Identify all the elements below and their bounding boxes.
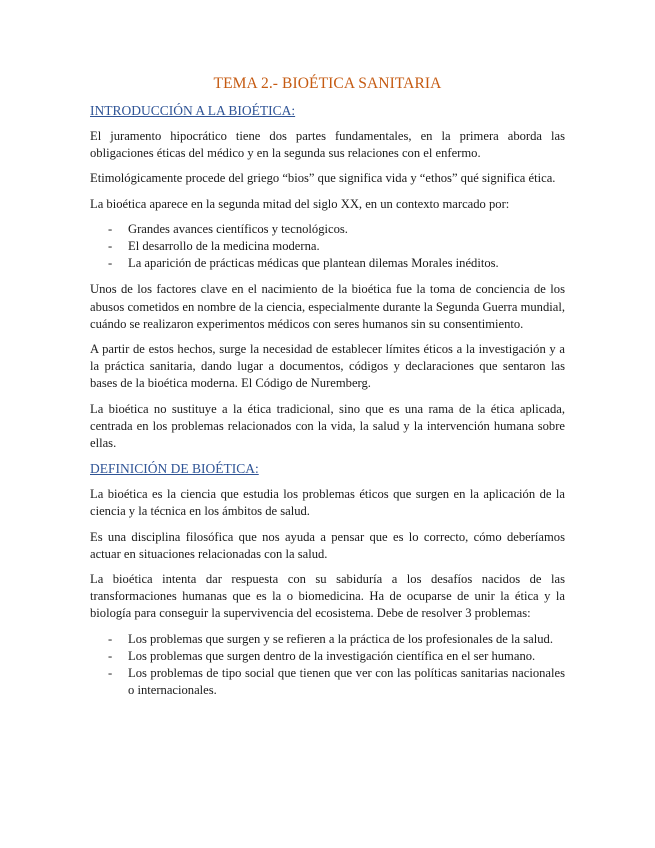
list-item: [90, 648, 565, 665]
section-heading-definition: DEFINICIÓN DE BIOÉTICA:: [90, 461, 259, 477]
list-item-text: Grandes avances científicos y tecnológicos.: [128, 221, 348, 236]
list-item: [90, 665, 565, 699]
list-item-text: Los problemas de tipo social que tienen que ver con las políticas sanitarias nacionales o internacionales.: [128, 666, 565, 698]
dash-bullet: -: [108, 666, 113, 681]
definition-paragraph-2: Es una disciplina filosófica que nos ayuda a pensar que es lo correcto, cómo deberíamos actuar en situaciones relacionadas con la salud.: [90, 529, 565, 561]
intro-paragraph-5: A partir de estos hechos, surge la necesidad de establecer límites éticos a la investigación y a la práctica sanitaria, dando lugar a documentos, códigos y declaraciones que sentaron las bases de la bioética moderna. El Código de Nuremberg.: [90, 342, 565, 391]
definition-paragraph-1: La bioética es la ciencia que estudia los problemas éticos que surgen en la aplicación de la ciencia y la técnica en los ámbitos de salud.: [90, 487, 565, 519]
definition-list: [90, 631, 565, 700]
intro-paragraph-6: La bioética no sustituye a la ética tradicional, sino que es una rama de la ética aplicada, centrada en los problemas relacionados con la vida, la salud y la intervención humana sobre ellas.: [90, 401, 565, 451]
intro-paragraph-1: El juramento hipocrático tiene dos partes fundamentales, en la primera aborda las obligaciones éticas del médico y en la segunda sus relaciones con el enfermo.: [90, 129, 565, 161]
list-item-text: La aparición de prácticas médicas que plantean dilemas Morales inéditos.: [128, 256, 499, 271]
dash-bullet: -: [108, 221, 113, 236]
list-item: [90, 238, 565, 255]
dash-bullet: -: [108, 239, 113, 254]
list-item: [90, 631, 565, 648]
intro-paragraph-2: Etimológicamente procede del griego “bios” que significa vida y “ethos” qué significa ética.: [90, 171, 556, 186]
dash-bullet: -: [108, 648, 113, 663]
intro-paragraph-4: Unos de los factores clave en el nacimiento de la bioética fue la toma de conciencia de los abusos cometidos en nombre de la ciencia, especialmente durante la Segunda Guerra mundial, cuándo se realizaron experimentos médicos con seres humanos sin su consentimiento.: [90, 282, 565, 331]
document-title: TEMA 2.- BIOÉTICA SANITARIA: [213, 75, 442, 92]
intro-list: [90, 221, 565, 273]
list-item-text: El desarrollo de la medicina moderna.: [128, 239, 320, 254]
intro-paragraph-3: La bioética aparece en la segunda mitad del siglo XX, en un contexto marcado por:: [90, 196, 510, 211]
dash-bullet: -: [108, 256, 113, 271]
section-heading-intro: INTRODUCCIÓN A LA BIOÉTICA:: [90, 103, 296, 118]
list-item-text: Los problemas que surgen y se refieren a la práctica de los profesionales de la salud.: [128, 631, 554, 646]
list-item: [90, 221, 565, 238]
dash-bullet: -: [108, 631, 113, 646]
list-item: [90, 255, 565, 272]
definition-paragraph-3: La bioética intenta dar respuesta con su sabiduría a los desafíos nacidos de las transformaciones humanas que es la o biomedicina. Ha de ocuparse de unir la ética y la biología para conseguir la supervivencia del ecosistema. Debe de resolver 3 problemas:: [90, 572, 565, 621]
list-item-text: Los problemas que surgen dentro de la investigación científica en el ser humano.: [128, 648, 536, 663]
